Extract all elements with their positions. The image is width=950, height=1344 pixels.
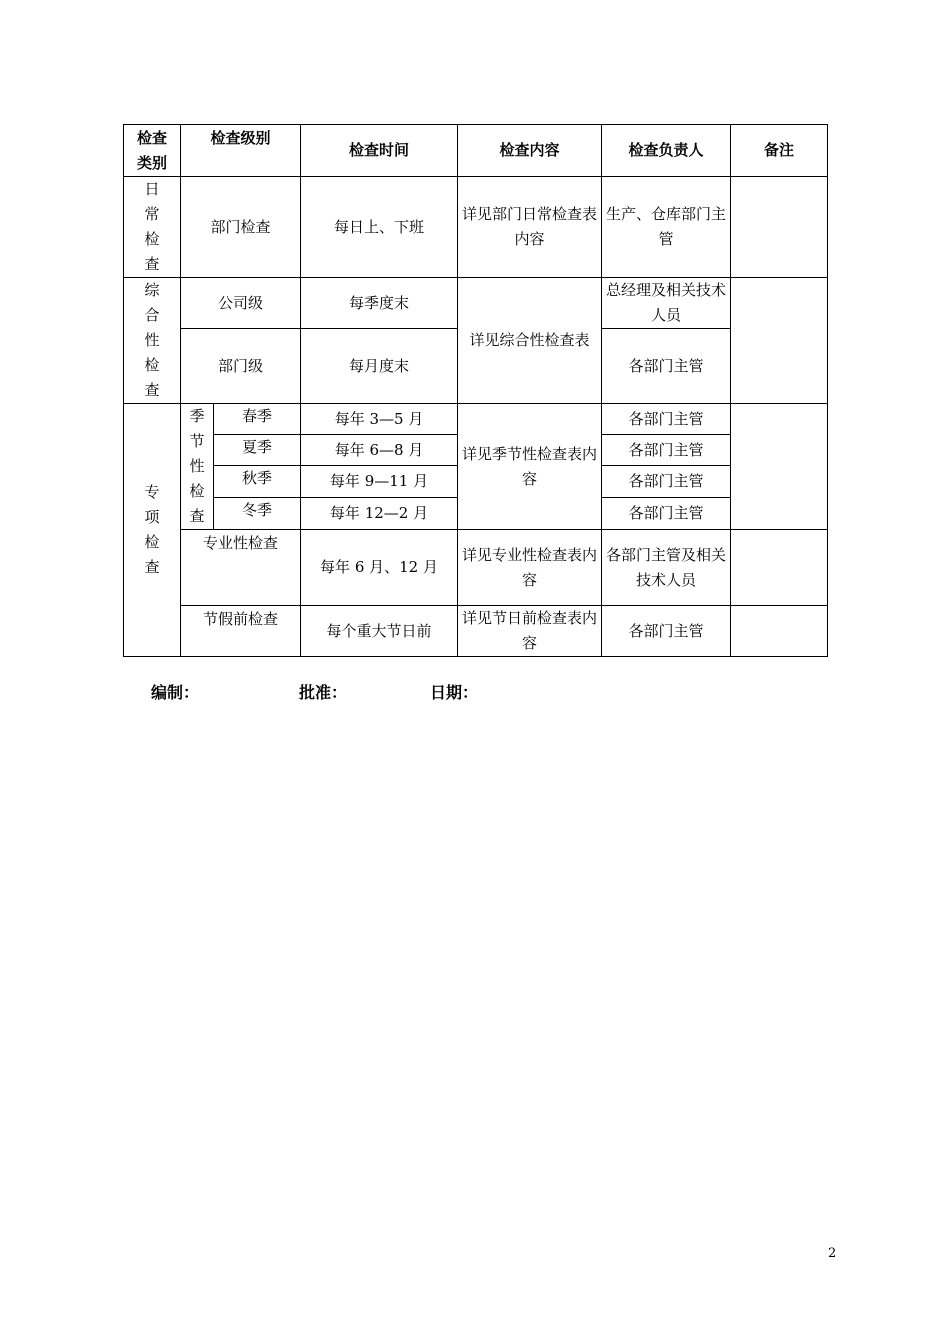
time-summer: 每年 6—8 月 [301,435,458,466]
header-row [124,125,828,177]
daily-category: 日常检查 [124,177,181,278]
owner-autumn: 各部门主管 [602,466,731,497]
holiday-level: 节假前检查 [181,606,301,657]
comprehensive-row-company [124,278,828,329]
professional-remark [731,530,828,606]
seasonal-label: 季节性检查 [181,404,214,530]
daily-content: 详见部门日常检查表内容 [458,177,602,278]
comprehensive-owner-department: 各部门主管 [602,329,731,404]
holiday-content: 详见节日前检查表内容 [458,606,602,657]
date-label: 日期： [430,683,479,702]
comprehensive-time-department: 每月度末 [301,329,458,404]
holiday-time: 每个重大节日前 [301,606,458,657]
professional-row [124,530,828,606]
season-autumn: 秋季 [214,466,301,497]
seasonal-remark [731,404,828,530]
header-time: 检查时间 [301,125,458,177]
daily-owner: 生产、仓库部门主管 [602,177,731,278]
daily-row [124,177,828,278]
time-winter: 每年 12—2 月 [301,497,458,529]
comprehensive-level-department: 部门级 [181,329,301,404]
comprehensive-remark [731,278,828,404]
seasonal-row-spring [124,404,828,435]
seasonal-content: 详见季节性检查表内容 [458,404,602,530]
header-remark: 备注 [731,125,828,177]
comprehensive-category: 综合性检查 [124,278,181,404]
holiday-row [124,606,828,657]
comprehensive-owner-company: 总经理及相关技术人员 [602,278,731,329]
comprehensive-level-company: 公司级 [181,278,301,329]
header-owner: 检查负责人 [602,125,731,177]
professional-content: 详见专业性检查表内容 [458,530,602,606]
daily-level: 部门检查 [181,177,301,278]
inspection-schedule-table [123,124,828,657]
time-autumn: 每年 9—11 月 [301,466,458,497]
professional-owner: 各部门主管及相关技术人员 [602,530,731,606]
comprehensive-content: 详见综合性检查表 [458,278,602,404]
page-number: 2 [828,1246,837,1261]
owner-spring: 各部门主管 [602,404,731,435]
header-category: 检查类别 [124,125,181,177]
holiday-owner: 各部门主管 [602,606,731,657]
prepared-by-label: 编制： [151,683,200,702]
owner-winter: 各部门主管 [602,497,731,529]
approved-by-label: 批准： [299,683,348,702]
daily-time: 每日上、下班 [301,177,458,278]
comprehensive-time-company: 每季度末 [301,278,458,329]
header-level: 检查级别 [181,125,301,177]
daily-remark [731,177,828,278]
header-content: 检查内容 [458,125,602,177]
special-category: 专项检查 [124,404,181,657]
time-spring: 每年 3—5 月 [301,404,458,435]
season-winter: 冬季 [214,497,301,529]
professional-time: 每年 6 月、12 月 [301,530,458,606]
holiday-remark [731,606,828,657]
professional-level: 专业性检查 [181,530,301,606]
season-spring: 春季 [214,404,301,435]
owner-summer: 各部门主管 [602,435,731,466]
season-summer: 夏季 [214,435,301,466]
